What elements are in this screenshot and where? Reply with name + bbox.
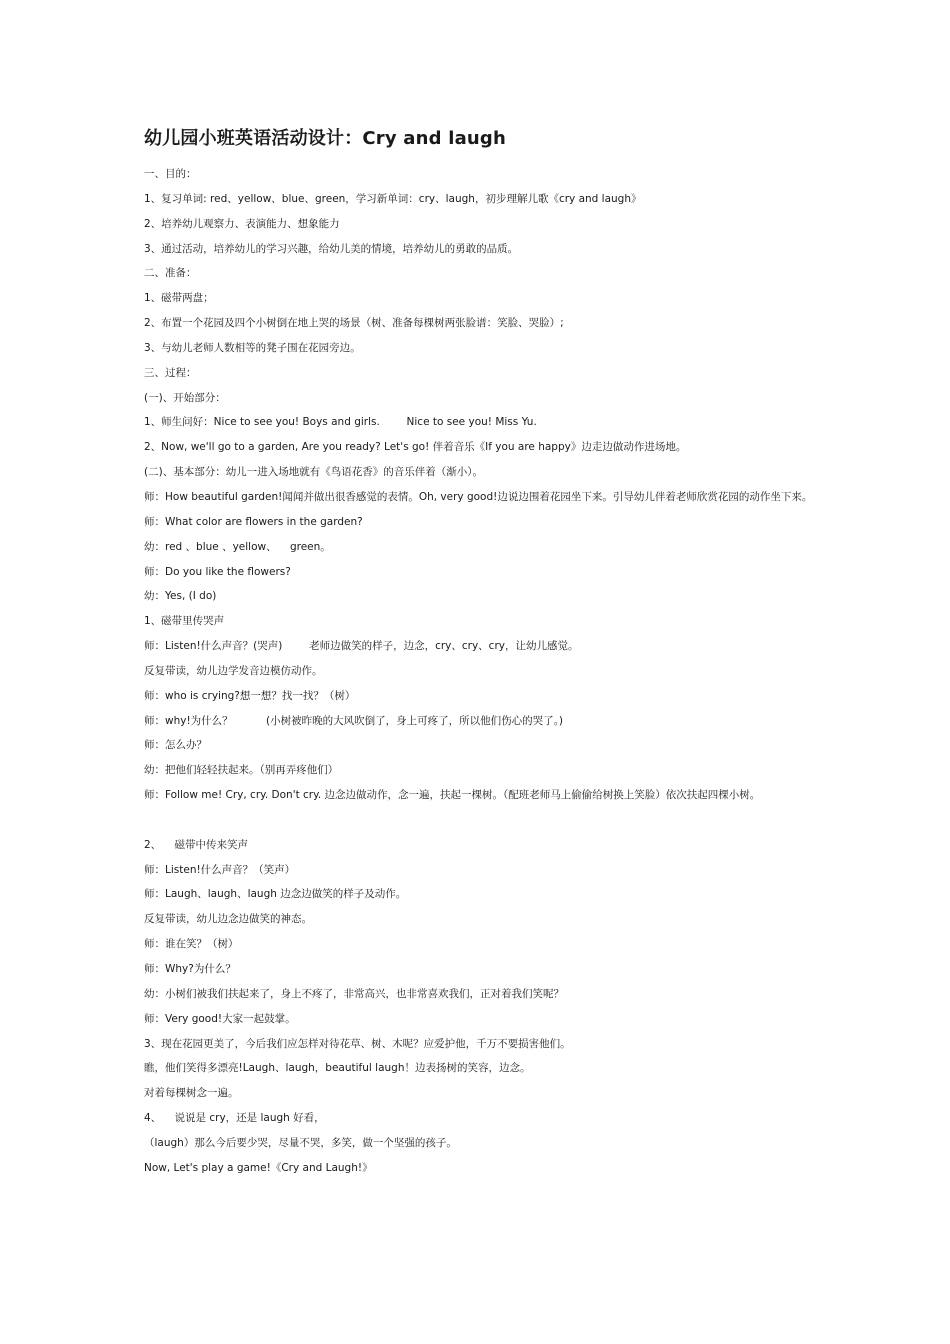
paragraph-line: 3、通过活动，培养幼儿的学习兴趣，给幼儿美的情境，培养幼儿的勇敢的品质。 bbox=[144, 242, 519, 255]
document-title: 幼儿园小班英语活动设计：Cry and laugh bbox=[144, 128, 507, 149]
paragraph-line: 二、准备： bbox=[144, 267, 197, 280]
paragraph-line: 幼：Yes, (I do) bbox=[144, 590, 217, 603]
paragraph-line: 3、与幼儿老师人数相等的凳子围在花园旁边。 bbox=[144, 341, 361, 354]
paragraph-line: 师：Very good!大家一起鼓掌。 bbox=[144, 1012, 296, 1025]
paragraph-line: (二)、基本部分：幼儿一进入场地就有《鸟语花香》的音乐伴着（渐小）。 bbox=[144, 466, 483, 479]
paragraph-line: 2、培养幼儿观察力、表演能力、想象能力 bbox=[144, 217, 340, 230]
paragraph-line: 2、布置一个花园及四个小树倒在地上哭的场景（树、准备每棵树两张脸谱：笑脸、哭脸）; bbox=[144, 317, 564, 330]
paragraph-line: 师：How beautiful garden!闻闻并做出很香感觉的表情。Oh, very good!边说边围着花园坐下来。引导幼儿伴着老师欣赏花园的动作坐下来。 bbox=[144, 490, 813, 503]
paragraph-line: 师：Listen!什么声音？（笑声） bbox=[144, 863, 296, 876]
paragraph-line: 师：What color are flowers in the garden? bbox=[144, 515, 363, 528]
paragraph-line: 师：Do you like the flowers? bbox=[144, 565, 291, 578]
paragraph-line: 对着每棵树念一遍。 bbox=[144, 1087, 239, 1100]
paragraph-line: 师：谁在笑？（树） bbox=[144, 938, 239, 951]
paragraph-line: （laugh）那么今后要少哭，尽量不哭，多笑，做一个坚强的孩子。 bbox=[144, 1136, 457, 1149]
paragraph-line: 师：Laugh、laugh、laugh 边念边做笑的样子及动作。 bbox=[144, 888, 407, 901]
paragraph-line: 师：why!为什么？ (小树被昨晚的大风吹倒了，身上可疼了，所以他们伤心的哭了。) bbox=[144, 714, 563, 727]
paragraph-line: 1、复习单词: red、yellow、blue、green，学习新单词：cry、laugh，初步理解儿歌《cry and laugh》 bbox=[144, 192, 642, 205]
paragraph-line: 师：who is crying?想一想？找一找？（树） bbox=[144, 689, 356, 702]
paragraph-line: 一、目的： bbox=[144, 168, 197, 180]
paragraph-line: 幼：把他们轻轻扶起来。（别再弄疼他们） bbox=[144, 764, 339, 777]
paragraph-line: 1、磁带两盘； bbox=[144, 292, 214, 305]
paragraph-line: 三、过程： bbox=[144, 366, 197, 379]
paragraph-line: 2、Now, we'll go to a garden, Are you ready? Let's go! 伴着音乐《If you are happy》边走边做动作进场地。 bbox=[144, 441, 687, 454]
paragraph-line: 2、 磁带中传来笑声 bbox=[144, 838, 249, 851]
paragraph-line: (一)、开始部分： bbox=[144, 391, 226, 404]
document-body bbox=[144, 162, 819, 1181]
paragraph-line: Now, Let's play a game!《Cry and Laugh!》 bbox=[144, 1161, 373, 1174]
paragraph-line: 反复带读，幼儿边学发音边模仿动作。 bbox=[144, 664, 323, 677]
paragraph-line: 反复带读，幼儿边念边做笑的神态。 bbox=[144, 913, 312, 926]
paragraph-line: 幼：red 、blue 、yellow、 green。 bbox=[144, 540, 331, 553]
paragraph-line: 瞧，他们笑得多漂亮!Laugh、laugh，beautiful laugh！边表扬树的笑容，边念。 bbox=[144, 1062, 531, 1075]
paragraph-line: 师：Follow me! Cry, cry. Don't cry. 边念边做动作，念一遍，扶起一棵树。（配班老师马上偷偷给树换上笑脸）依次扶起四棵小树。 bbox=[144, 789, 761, 802]
paragraph-line: 4、 说说是 cry，还是 laugh 好看， bbox=[144, 1112, 325, 1125]
paragraph-line: 师：Listen!什么声音？(哭声) 老师边做笑的样子，边念，cry、cry、cry，让幼儿感觉。 bbox=[144, 640, 579, 653]
paragraph-line: 幼：小树们被我们扶起来了，身上不疼了，非常高兴，也非常喜欢我们，正对着我们笑呢？ bbox=[144, 987, 564, 1000]
paragraph-line: 1、师生问好：Nice to see you! Boys and girls. Nice to see you! Miss Yu. bbox=[144, 416, 537, 429]
paragraph-line: 师：怎么办？ bbox=[144, 739, 207, 752]
paragraph-line: 3、现在花园更美了，今后我们应怎样对待花草、树、木呢？应爱护他，千万不要损害他们。 bbox=[144, 1037, 571, 1050]
blank-line bbox=[144, 808, 819, 833]
paragraph-line: 1、磁带里传哭声 bbox=[144, 615, 225, 628]
paragraph-line: 师：Why?为什么？ bbox=[144, 963, 236, 975]
